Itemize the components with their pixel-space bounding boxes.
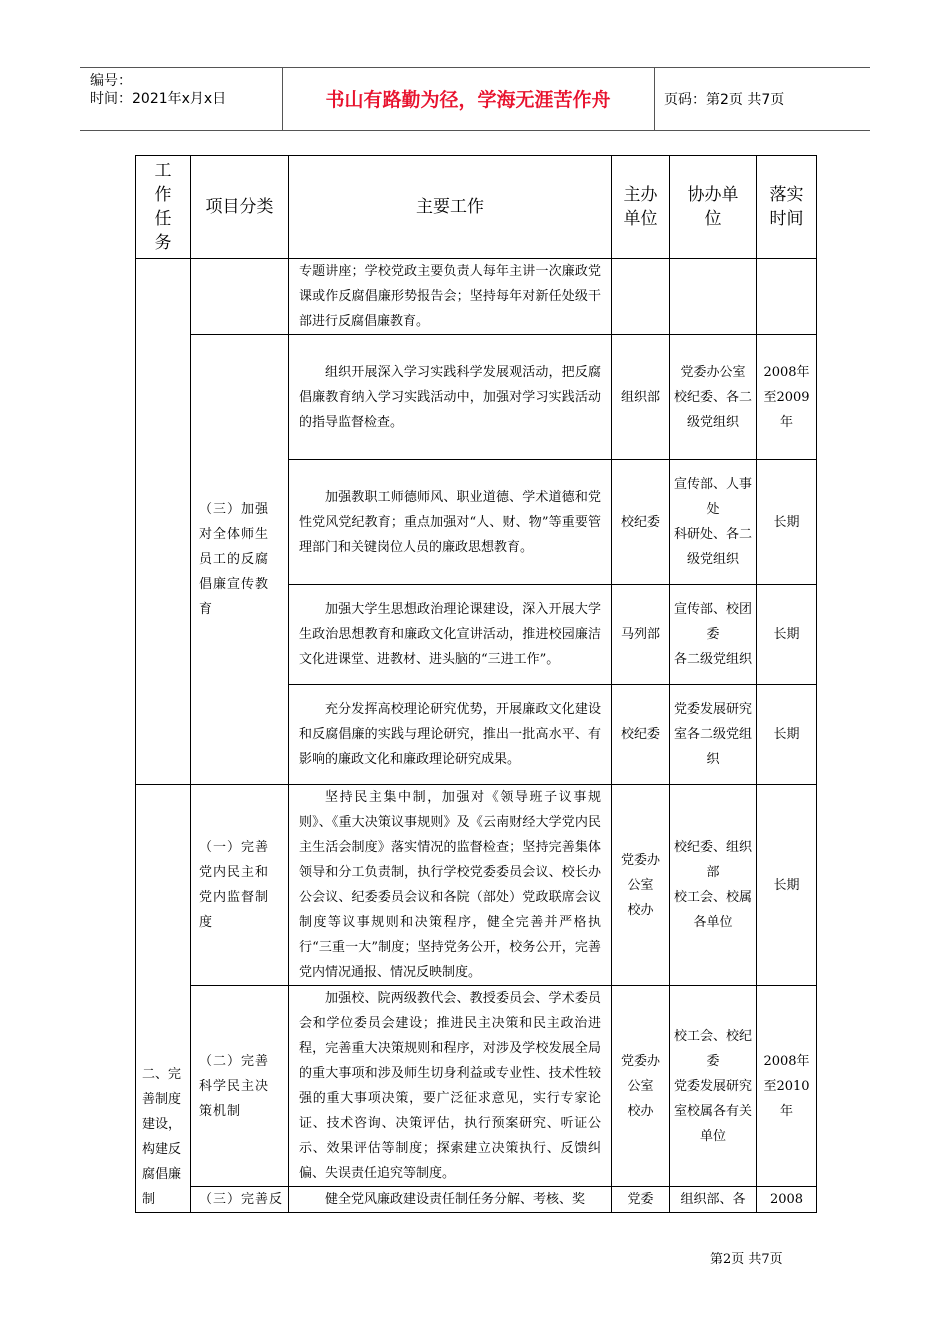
work-text: 专题讲座；学校党政主要负责人每年主讲一次廉政党课或作反腐倡廉形势报告会；坚持每年对新任处级干部进行反腐倡廉教育。 [299, 264, 601, 329]
assist-cell: 组织部、各 [670, 1187, 757, 1213]
column-header: 工作任务 [136, 156, 191, 259]
work-cell [289, 259, 612, 335]
work-plan-table [135, 155, 817, 1213]
column-header: 项目分类 [191, 156, 289, 259]
table-row [136, 1187, 817, 1213]
number-label: 编号： [90, 73, 132, 89]
work-cell [289, 685, 612, 785]
host-cell: 校纪委 [612, 460, 670, 585]
time-label: 时间：2021年x月x日 [90, 91, 227, 107]
column-header: 主办单位 [612, 156, 670, 259]
time-cell: 长期 [757, 585, 817, 685]
work-text: 加强教职工师德师风、职业道德、学术道德和党性党风党纪教育；重点加强对“人、财、物”等重要管理部门和关键岗位人员的廉政思想教育。 [299, 489, 601, 555]
time-cell [757, 259, 817, 335]
host-cell: 党委办公室 校办 [612, 785, 670, 986]
work-text: 组织开展深入学习实践科学发展观活动，把反腐倡廉教育纳入学习实践活动中，加强对学习实践活动的指导监督检查。 [299, 364, 601, 430]
time-cell: 长期 [757, 685, 817, 785]
category-cell: （二）完善科学民主决策机制 [191, 986, 289, 1187]
host-cell: 党委办公室 校办 [612, 986, 670, 1187]
work-text: 充分发挥高校理论研究优势，开展廉政文化建设和反腐倡廉的实践与理论研究，推出一批高水平、有影响的廉政文化和廉政理论研究成果。 [299, 702, 601, 767]
header-page-number: 页码：第2页 共7页 [664, 92, 785, 108]
assist-cell: 宣传部、校团委 各二级党组织 [670, 585, 757, 685]
table-header-row [136, 156, 817, 259]
header-divider [654, 68, 655, 130]
host-cell: 组织部 [612, 335, 670, 460]
page-footer: 第2页 共7页 [710, 1252, 783, 1267]
assist-cell: 党委办公室 校纪委、各二级党组织 [670, 335, 757, 460]
column-header: 协办单位 [670, 156, 757, 259]
work-cell [289, 1187, 612, 1213]
assist-cell: 校工会、校纪委 党委发展研究室校属各有关单位 [670, 986, 757, 1187]
page-header [80, 67, 870, 131]
time-cell: 长期 [757, 460, 817, 585]
work-text: 加强校、院两级教代会、教授委员会、学术委员会和学位委员会建设；推进民主决策和民主政治进程，完善重大决策规则和程序，对涉及学校发展全局的重大事项和涉及师生切身利益或专业性、技术性较强的重大事项决策，要广泛征求意见，实行专家论证、技术咨询、决策评估，执行预案研究、听证公示、效果评估等制度；探索建立决策执行、反馈纠偏、失误责任追究等制度。 [299, 991, 601, 1181]
work-text: 健全党风廉政建设责任制任务分解、考核、奖 [325, 1192, 586, 1207]
host-cell [612, 259, 670, 335]
time-cell: 长期 [757, 785, 817, 986]
column-header: 主要工作 [289, 156, 612, 259]
table-row [136, 785, 817, 986]
work-cell [289, 585, 612, 685]
time-cell: 2008年至2009年 [757, 335, 817, 460]
table-row [136, 335, 817, 460]
table-row [136, 259, 817, 335]
column-header: 落实时间 [757, 156, 817, 259]
category-cell: （三）加强对全体师生员工的反腐倡廉宣传教育 [191, 335, 289, 785]
work-text: 加强大学生思想政治理论课建设，深入开展大学生政治思想教育和廉政文化宣讲活动，推进校园廉洁文化进课堂、进教材、进头脑的“三进工作”。 [299, 602, 601, 667]
task-cell: 二、完善制度建设，构建反腐倡廉制 [136, 785, 191, 1213]
work-cell [289, 785, 612, 986]
assist-cell: 宣传部、人事处 科研处、各二级党组织 [670, 460, 757, 585]
work-text: 坚持民主集中制，加强对《领导班子议事规则》、《重大决策议事规则》及《云南财经大学党内民主生活会制度》落实情况的监督检查；坚持完善集体领导和分工负责制，执行学校党委委员会议、校长办公会议、纪委委员会议和各院（部处）党政联席会议制度等议事规则和决策程序，健全完善并严格执行“三重一大”制度；坚持党务公开，校务公开，完善党内情况通报、情况反映制度。 [299, 790, 601, 980]
category-cell: （一）完善党内民主和党内监督制度 [191, 785, 289, 986]
host-cell: 党委 [612, 1187, 670, 1213]
assist-cell: 党委发展研究室各二级党组织 [670, 685, 757, 785]
time-cell: 2008 [757, 1187, 817, 1213]
category-cell: （三）完善反 [191, 1187, 289, 1213]
time-cell: 2008年至2010年 [757, 986, 817, 1187]
work-cell [289, 460, 612, 585]
assist-cell [670, 259, 757, 335]
host-cell: 马列部 [612, 585, 670, 685]
work-cell [289, 335, 612, 460]
category-cell [191, 259, 289, 335]
host-cell: 校纪委 [612, 685, 670, 785]
header-motto: 书山有路勤为径，学海无涯苦作舟 [325, 89, 611, 111]
header-meta [90, 72, 226, 108]
table-row [136, 986, 817, 1187]
assist-cell: 校纪委、组织部 校工会、校属各单位 [670, 785, 757, 986]
task-cell [136, 259, 191, 785]
work-cell [289, 986, 612, 1187]
